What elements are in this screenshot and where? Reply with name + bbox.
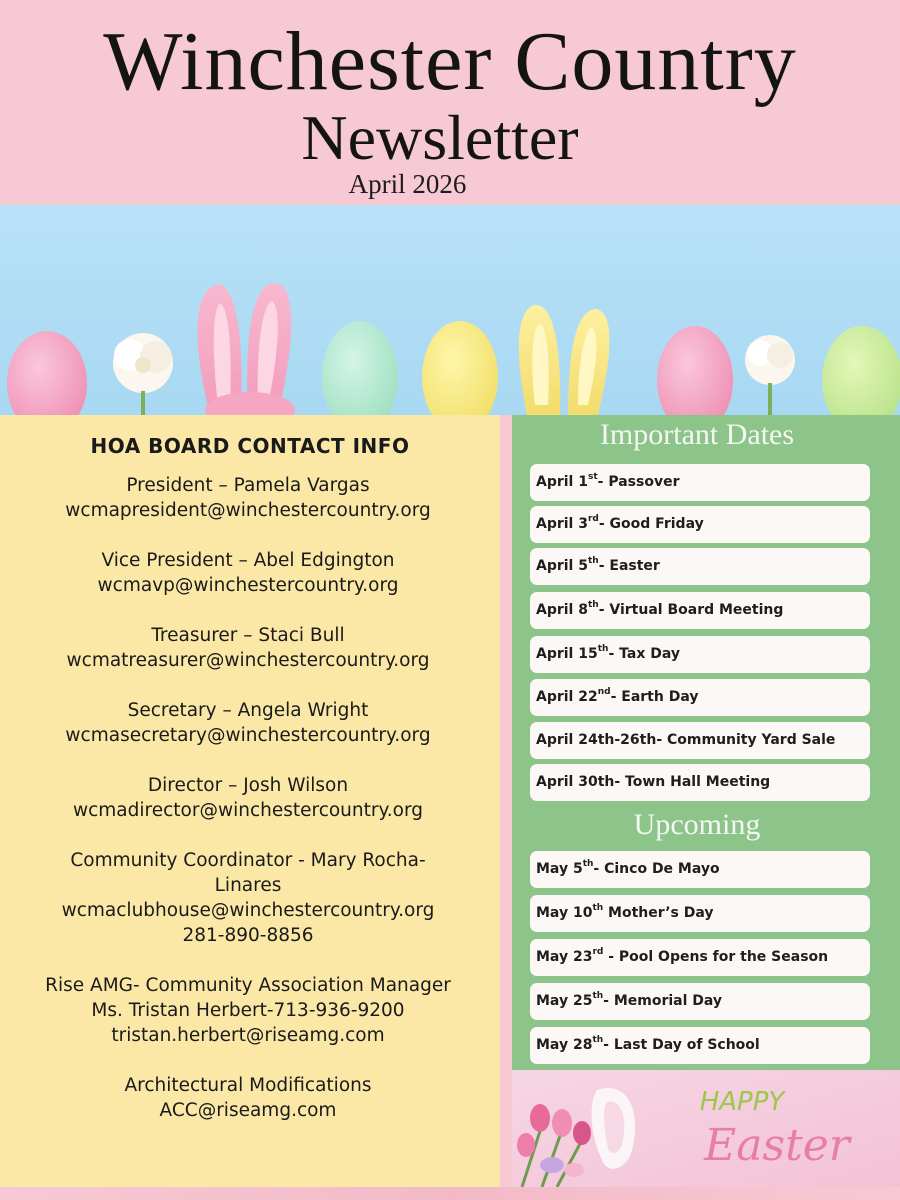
date-text: May 5	[536, 861, 583, 877]
issue-date: April 2026	[348, 169, 467, 199]
dates-panel	[512, 415, 900, 1070]
white-flower-right	[745, 335, 795, 415]
date-event: - Good Friday	[598, 516, 704, 532]
contact-role: Community Coordinator - Mary Rocha-	[70, 850, 426, 871]
contact-role: Architectural Modifications	[124, 1075, 372, 1096]
date-suffix: rd	[592, 947, 604, 958]
newsletter-title: Winchester Country	[103, 15, 797, 108]
date-suffix: th	[597, 644, 609, 655]
contact-email[interactable]: wcmasecretary@winchestercountry.org	[65, 725, 431, 746]
contact-list	[18, 473, 478, 1148]
newsletter-subtitle: Newsletter	[301, 102, 579, 173]
contact-name-phone: Ms. Tristan Herbert-713-936-9200	[91, 1000, 405, 1021]
date-suffix: nd	[597, 687, 611, 698]
contact-email[interactable]: wcmavp@winchestercountry.org	[97, 575, 399, 596]
date-text: May 25	[536, 993, 593, 1009]
date-text: April 24th-26th- Community Yard Sale	[536, 732, 836, 748]
date-suffix: rd	[587, 514, 599, 525]
contact-email[interactable]: wcmapresident@winchestercountry.org	[65, 500, 431, 521]
date-suffix: th	[592, 903, 604, 914]
contact-director	[18, 773, 478, 823]
contact-role: President – Pamela Vargas	[126, 475, 370, 496]
date-text: April 15	[536, 646, 598, 662]
pink-bunny-ears	[198, 283, 296, 415]
happy-easter-image	[512, 1070, 900, 1187]
contact-email[interactable]: wcmadirector@winchestercountry.org	[72, 800, 424, 821]
date-item	[530, 679, 870, 716]
upcoming-item	[530, 851, 870, 888]
contact-community-coordinator	[18, 848, 478, 948]
contact-role: Secretary – Angela Wright	[127, 700, 369, 721]
date-event: - Easter	[598, 558, 660, 574]
contact-treasurer	[18, 623, 478, 673]
contact-president	[18, 473, 478, 523]
date-suffix: th	[587, 600, 599, 611]
contact-role: Rise AMG- Community Association Manager	[45, 975, 451, 996]
date-event: - Memorial Day	[603, 993, 723, 1009]
contact-role: Treasurer – Staci Bull	[151, 625, 345, 646]
contact-vice-president	[18, 548, 478, 598]
easter-banner-image	[0, 205, 900, 415]
date-text: May 10	[536, 905, 593, 921]
happy-easter-illustration	[512, 1070, 900, 1187]
date-event: - Passover	[597, 474, 680, 490]
date-event: - Pool Opens for the Season	[603, 949, 829, 965]
date-item	[530, 592, 870, 629]
upcoming-item	[530, 983, 870, 1020]
contact-heading: HOA BOARD CONTACT INFO	[90, 434, 410, 458]
date-text: April 30th- Town Hall Meeting	[536, 774, 771, 790]
upcoming-heading: Upcoming	[633, 808, 761, 841]
contact-panel	[0, 415, 500, 1187]
date-event: - Cinco De Mayo	[593, 861, 720, 877]
date-item	[530, 548, 870, 585]
white-flower-left	[113, 333, 173, 415]
contact-email[interactable]: ACC@riseamg.com	[159, 1100, 337, 1121]
important-dates-heading: Important Dates	[599, 418, 795, 451]
date-suffix: th	[592, 991, 604, 1002]
date-text: April 8	[536, 602, 588, 618]
date-item	[530, 464, 870, 501]
contact-role: Director – Josh Wilson	[147, 775, 349, 796]
yellow-bunny-ears	[519, 305, 610, 415]
contact-email[interactable]: tristan.herbert@riseamg.com	[111, 1025, 385, 1046]
date-text: May 23	[536, 949, 593, 965]
contact-architectural	[18, 1073, 478, 1123]
contact-secretary	[18, 698, 478, 748]
date-item	[530, 506, 870, 543]
easter-text: Easter	[704, 1120, 850, 1171]
date-event: - Earth Day	[610, 689, 699, 705]
upcoming-item	[530, 895, 870, 932]
contact-association-manager	[18, 973, 478, 1048]
date-text: April 22	[536, 689, 598, 705]
contact-email[interactable]: wcmatreasurer@winchestercountry.org	[66, 650, 430, 671]
contact-phone[interactable]: 281-890-8856	[182, 925, 314, 946]
date-suffix: st	[587, 472, 598, 483]
easter-eggs-illustration	[0, 205, 900, 415]
date-suffix: th	[592, 1035, 604, 1046]
contact-email[interactable]: wcmaclubhouse@winchestercountry.org	[61, 900, 435, 921]
date-suffix: th	[587, 556, 599, 567]
date-event: Mother’s Day	[603, 905, 714, 921]
upcoming-item	[530, 939, 870, 976]
newsletter-header	[0, 0, 900, 205]
contact-role: Vice President – Abel Edgington	[101, 550, 395, 571]
bottom-border	[0, 1187, 900, 1200]
date-event: - Virtual Board Meeting	[598, 602, 784, 618]
date-item	[530, 764, 870, 801]
contact-role-continued: Linares	[214, 875, 282, 896]
date-item	[530, 722, 870, 759]
happy-text: HAPPY	[699, 1087, 785, 1117]
date-item	[530, 636, 870, 673]
date-event: - Last Day of School	[603, 1037, 760, 1053]
upcoming-item	[530, 1027, 870, 1064]
date-text: April 5	[536, 558, 588, 574]
date-text: April 1	[536, 474, 588, 490]
date-text: May 28	[536, 1037, 593, 1053]
date-suffix: th	[582, 859, 594, 870]
date-text: April 3	[536, 516, 588, 532]
date-event: - Tax Day	[608, 646, 680, 662]
